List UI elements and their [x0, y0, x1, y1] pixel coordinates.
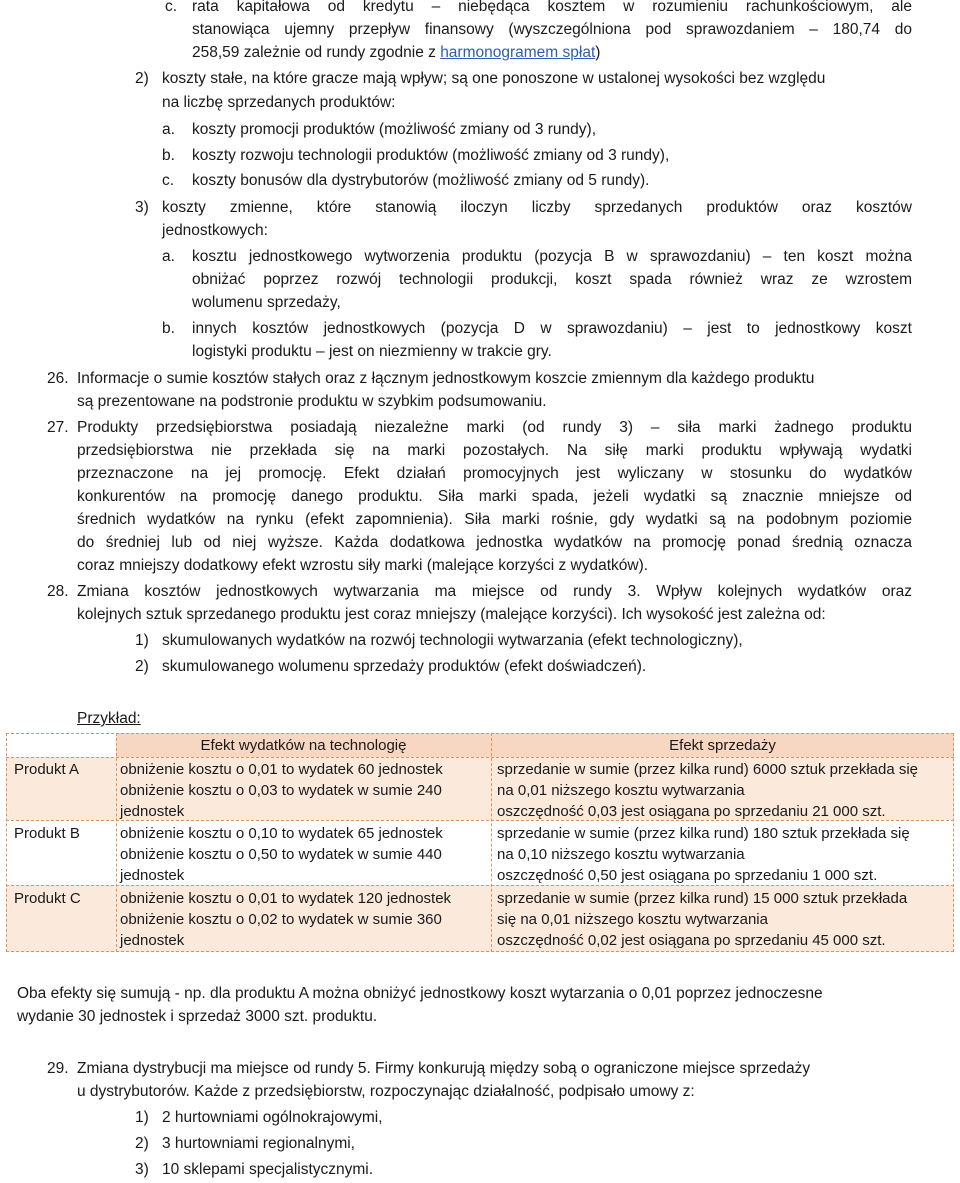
item2-c-marker: c. [162, 172, 175, 189]
row-a-sales-1: sprzedanie w sumie (przez kilka rund) 6000 sztuk przekłada się [497, 761, 919, 778]
row-c-tech-2: obniżenie kosztu o 0,02 to wydatek w sumie 360 [120, 911, 442, 928]
item2-a-marker: a. [162, 121, 175, 138]
p28-item-2-text: skumulowanego wolumenu sprzedaży produktów (efekt doświadczeń). [162, 658, 647, 675]
row-c-product: Produkt C [14, 890, 81, 907]
p28-item-1-marker: 1) [135, 632, 149, 649]
row-a-tech-3: jednostek [120, 803, 185, 820]
row-a-product: Produkt A [14, 761, 80, 778]
row-b-sales-2: na 0,10 niższego kosztu wytwarzania [497, 846, 745, 863]
table-vline-1 [116, 733, 117, 952]
item2-c-text: koszty bonusów dla dystrybutorów (możliwość zmiany od 5 rundy). [192, 172, 650, 189]
row-c-sales-2: się na 0,01 niższego kosztu wytwarzania [497, 911, 768, 928]
p27-line-5: średnich wydatków na rynku (efekt zapomnienia). Siła marki rośnie, gdy wydatki są na podobnym poziomie [77, 511, 912, 528]
row-c-tech-3: jednostek [120, 932, 185, 949]
p28-line-1: Zmiana kosztów jednostkowych wytwarzania ma miejsce od rundy 3. Wpływ kolejnych wydatków oraz [77, 583, 912, 600]
p27-line-1: Produkty przedsiębiorstwa posiadają niezależne marki (od rundy 3) – siła marki żadnego produktu [77, 419, 912, 436]
p27-number: 27. [47, 419, 69, 436]
item3-b-marker: b. [162, 320, 175, 337]
p27-line-2: przedsiębiorstwa nie przekłada się na marki pozostałych. Na siłę marki produktu wpływają wydatki [77, 442, 912, 459]
example-label: Przykład: [77, 710, 141, 727]
table-vline-left [6, 733, 7, 952]
example-table [6, 733, 954, 952]
p29-line-1: Zmiana dystrybucji ma miejsce od rundy 5. Firmy konkurują między sobą o ograniczone miejsce sprzedaży [77, 1060, 811, 1077]
item2-line-1: koszty stałe, na które gracze mają wpływ; są one ponoszone w ustalonej wysokości bez względu [162, 70, 826, 87]
p28-item-1-text: skumulowanych wydatków na rozwój technologii wytwarzania (efekt technologiczny), [162, 632, 743, 649]
p26-line-1: Informacje o sumie kosztów stałych oraz z łącznym jednostkowym koszcie zmiennym dla każdego produktu [77, 370, 815, 387]
p28-number: 28. [47, 583, 69, 600]
p28-line-2: kolejnych sztuk sprzedanego produktu jest coraz mniejszy (malejące korzyści). Ich wysokość jest zależna od: [77, 606, 826, 623]
list-marker-3: 3) [135, 199, 149, 216]
p26-number: 26. [47, 370, 69, 387]
item2-a-text: koszty promocji produktów (możliwość zmiany od 3 rundy), [192, 121, 596, 138]
row-c-sales-3: oszczędność 0,02 jest osiągana po sprzedaniu 45 000 szt. [497, 932, 886, 949]
row-a-sales-3: oszczędność 0,03 jest osiągana po sprzedaniu 21 000 szt. [497, 803, 886, 820]
table-hline-bottom [6, 951, 954, 952]
item2-b-text: koszty rozwoju technologii produktów (możliwość zmiany od 3 rundy), [192, 147, 670, 164]
row-b-tech-2: obniżenie kosztu o 0,50 to wydatek w sumie 440 [120, 846, 442, 863]
item-c-line-1: rata kapitałowa od kredytu – niebędąca kosztem w rozumieniu rachunkościowym, ale [192, 0, 912, 15]
item3-a-marker: a. [162, 248, 175, 265]
item-c-line-2: stanowiąca ujemny przepływ finansowy (wyszczególniona pod sprawozdaniem – 180,74 do [192, 21, 912, 38]
item3-a-line-1: kosztu jednostkowego wytworzenia produktu (pozycja B w sprawozdaniu) – ten koszt można [192, 248, 912, 265]
p26-line-2: są prezentowane na podstronie produktu w szybkim podsumowaniu. [77, 393, 547, 410]
item3-a-line-3: wolumenu sprzedaży, [192, 294, 341, 311]
p29-item-3-marker: 3) [135, 1161, 149, 1178]
item-c-line-3-text: 258,59 zależnie od rundy zgodnie z [192, 44, 436, 61]
table-vline-2 [491, 733, 492, 952]
item2-b-marker: b. [162, 147, 175, 164]
item3-b-line-1: innych kosztów jednostkowych (pozycja D w sprawozdaniu) – jest to jednostkowy koszt [192, 320, 912, 337]
row-b-tech-1: obniżenie kosztu o 0,10 to wydatek 65 jednostek [120, 825, 443, 842]
table-header-sales: Efekt sprzedaży [669, 737, 776, 754]
row-b-product: Produkt B [14, 825, 80, 842]
table-vline-right [953, 733, 954, 952]
p27-line-3: przeznaczone na jej promocję. Efekt działań promocyjnych jest wyliczany w stosunku do wydatków [77, 465, 912, 482]
p27-line-4: konkurentów na promocję danego produktu. Siła marki spada, jeżeli wydatki są znacznie mniejsze od [77, 488, 912, 505]
p27-line-7: coraz mniejszy dodatkowy efekt wzrostu siły marki (malejące korzyści z wydatków). [77, 557, 649, 574]
item3-b-line-2: logistyki produktu – jest on niezmienny w trakcie gry. [192, 343, 552, 360]
item2-line-2: na liczbę sprzedanych produktów: [162, 94, 396, 111]
row-c-tech-1: obniżenie kosztu o 0,01 to wydatek 120 jednostek [120, 890, 452, 907]
p29-item-1-text: 2 hurtowniami ogólnokrajowymi, [162, 1109, 383, 1126]
harmonogram-link[interactable]: harmonogramem spłat [440, 44, 596, 61]
p28-item-2-marker: 2) [135, 658, 149, 675]
p29-item-2-text: 3 hurtowniami regionalnymi, [162, 1135, 355, 1152]
p29-number: 29. [47, 1060, 69, 1077]
p29-item-3-text: 10 sklepami specjalistycznymi. [162, 1161, 374, 1178]
item-c-line-3 [192, 42, 600, 64]
row-c-sales-1: sprzedanie w sumie (przez kilka rund) 15 000 sztuk przekłada [497, 890, 908, 907]
p27-line-6: do średniej lub od niej wyższe. Każda dodatkowa jednostka wydatków na promocję ponad średnią oznacza [77, 534, 912, 551]
item-c-line-3-tail: ) [595, 44, 601, 61]
item3-line-1: koszty zmienne, które stanowią iloczyn liczby sprzedanych produktów oraz kosztów [162, 199, 912, 216]
row-a-tech-1: obniżenie kosztu o 0,01 to wydatek 60 jednostek [120, 761, 443, 778]
row-b-sales-1: sprzedanie w sumie (przez kilka rund) 180 sztuk przekłada się [497, 825, 910, 842]
p29-line-2: u dystrybutorów. Każde z przedsiębiorstw, rozpoczynając działalność, podpisało umowy z: [77, 1083, 695, 1100]
p29-item-2-marker: 2) [135, 1135, 149, 1152]
table-hline-header [6, 757, 954, 758]
table-hline-top [6, 733, 954, 734]
list-marker-2: 2) [135, 70, 149, 87]
item3-a-line-2: obniżać poprzez rozwój technologii produkcji, koszt spada również wraz ze wzrostem [192, 271, 912, 288]
row-a-tech-2: obniżenie kosztu o 0,03 to wydatek w sumie 240 [120, 782, 442, 799]
row-a-sales-2: na 0,01 niższego kosztu wytwarzania [497, 782, 745, 799]
list-marker-c: c. [165, 0, 178, 15]
item3-line-2: jednostkowych: [162, 222, 268, 239]
row-b-sales-3: oszczędność 0,50 jest osiągana po sprzedaniu 1 000 szt. [497, 867, 878, 884]
row-b-tech-3: jednostek [120, 867, 185, 884]
summary-line-2: wydanie 30 jednostek i sprzedaż 3000 szt. produktu. [17, 1008, 378, 1025]
summary-line-1: Oba efekty się sumują - np. dla produktu A można obniżyć jednostkowy koszt wytarzania o 0,01 poprzez jednoczesne [17, 985, 823, 1002]
p29-item-1-marker: 1) [135, 1109, 149, 1126]
table-header-tech: Efekt wydatków na technologię [200, 737, 407, 754]
